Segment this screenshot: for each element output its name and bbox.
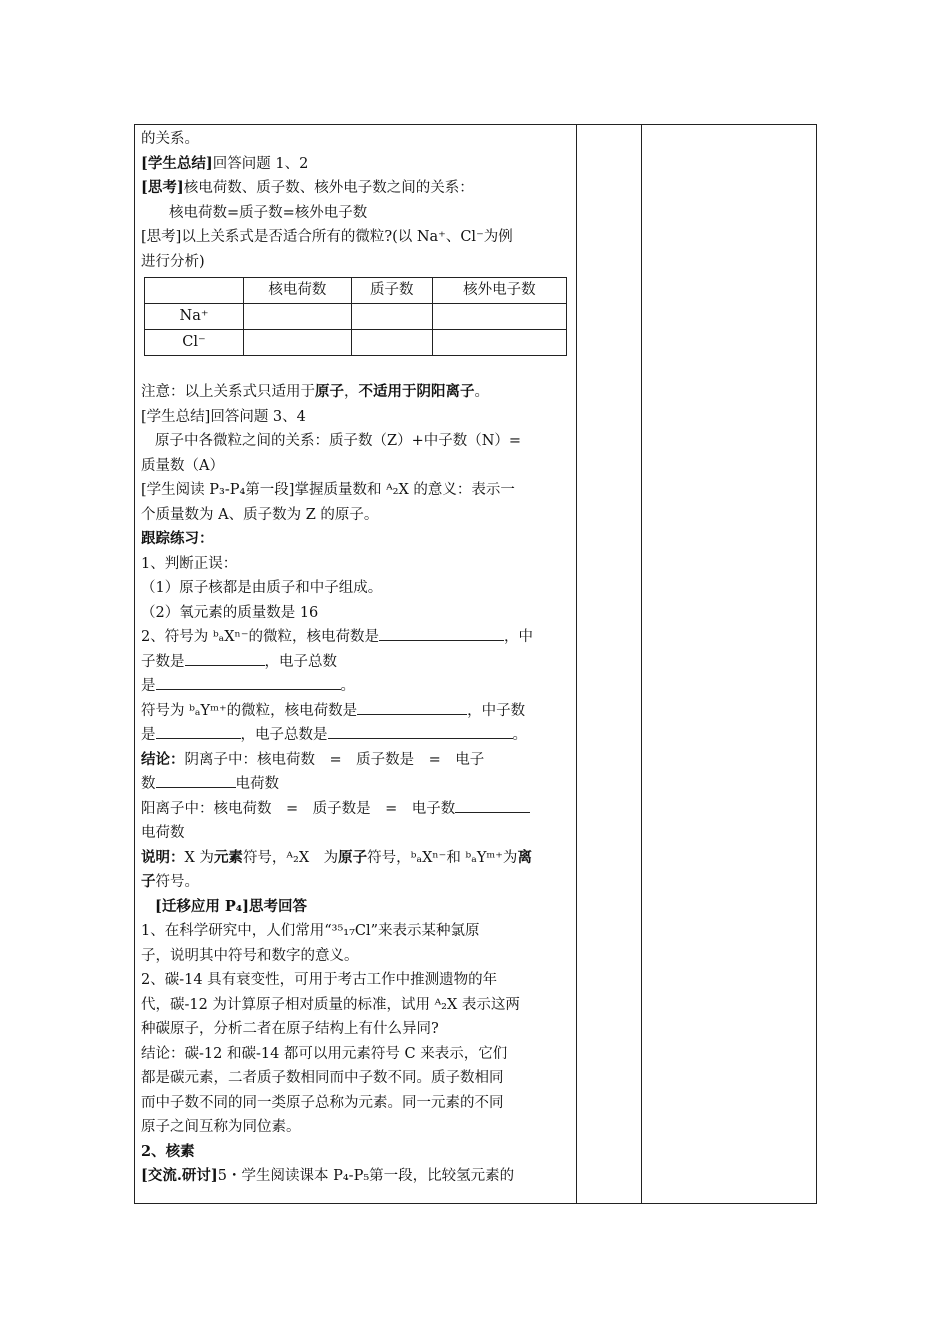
blank-line bbox=[156, 724, 241, 739]
bold-text: 不适用于阴阳离子 bbox=[358, 383, 475, 400]
text-span: 回答问题 1、2 bbox=[212, 155, 309, 172]
text-span: 电荷数 bbox=[235, 776, 279, 792]
text-span: 。 bbox=[512, 727, 527, 743]
column-divider-2 bbox=[641, 125, 642, 1203]
text-span: X 为 bbox=[184, 849, 214, 866]
text-span: 2、符号为 ᵇₐXⁿ⁻的微粒，核电荷数是 bbox=[141, 629, 379, 645]
text-line: 质量数（A） bbox=[141, 457, 224, 474]
table-cell bbox=[432, 304, 566, 330]
text-line: 而中子数不同的同一类原子总称为元素。同一元素的不同 bbox=[141, 1094, 504, 1111]
text-line bbox=[141, 176, 573, 201]
text-line: 种碳原子，分析二者在原子结构上有什么异同? bbox=[141, 1021, 439, 1037]
text-line bbox=[141, 870, 573, 895]
table-cell bbox=[432, 330, 566, 356]
tag-label: [学生总结] bbox=[141, 154, 213, 172]
text-line: 原子之间互称为同位素。 bbox=[141, 1119, 301, 1135]
text-span: 。 bbox=[340, 678, 355, 694]
blank-line bbox=[379, 626, 504, 641]
text-line bbox=[141, 699, 573, 724]
conclusion-line bbox=[141, 748, 573, 773]
table-header-cell: 核外电子数 bbox=[432, 278, 566, 304]
blank-line bbox=[156, 773, 236, 788]
text-span: 符号为 ᵇₐYᵐ⁺的微粒，核电荷数是 bbox=[141, 702, 358, 719]
spacer bbox=[141, 356, 573, 380]
blank-line bbox=[455, 798, 530, 813]
text-line: 子，说明其中符号和数字的意义。 bbox=[141, 947, 359, 964]
text-span: 数 bbox=[141, 776, 156, 792]
text-line bbox=[141, 650, 573, 675]
column-divider-1 bbox=[576, 125, 577, 1203]
table-header-row bbox=[145, 278, 567, 304]
text-line bbox=[141, 625, 573, 650]
practice-heading: 跟踪练习： bbox=[141, 530, 214, 547]
row-label-cl: Cl⁻ bbox=[145, 330, 244, 356]
formula-line: 核电荷数=质子数=核外电子数 bbox=[169, 204, 368, 221]
text-line: 1、在科学研究中，人们常用“³⁵₁₇Cl”来表示某种氯原 bbox=[141, 923, 480, 939]
bold-text: 元素 bbox=[213, 848, 243, 866]
text-span: 5・学生阅读课本 P₄-P₅第一段，比较氢元素的 bbox=[217, 1168, 515, 1184]
note-line bbox=[141, 380, 573, 405]
lesson-table bbox=[134, 124, 817, 1204]
text-span: 是 bbox=[141, 678, 156, 694]
text-span: 注意：以上关系式只适用于 bbox=[141, 384, 315, 400]
conclusion-label: 结论： bbox=[141, 750, 185, 768]
tag-label: [思考] bbox=[141, 179, 184, 196]
text-span: 阳离子中：核电荷数 = 质子数是 = 电子数 bbox=[141, 800, 456, 817]
text-span: 符号。 bbox=[155, 874, 199, 890]
table-row bbox=[145, 330, 567, 356]
table-cell bbox=[351, 304, 432, 330]
text-line bbox=[141, 723, 573, 748]
text-line: [学生总结]回答问题 3、4 bbox=[141, 408, 306, 425]
text-line: 结论：碳-12 和碳-14 都可以用元素符号 C 来表示，它们 bbox=[141, 1045, 508, 1062]
text-span: ，中 bbox=[503, 629, 533, 645]
text-span: 。 bbox=[474, 384, 489, 400]
explain-label: 说明： bbox=[141, 848, 185, 866]
text-span: 阴离子中：核电荷数 = 质子数是 = 电子 bbox=[184, 751, 485, 768]
text-span: ，电子总数是 bbox=[240, 727, 328, 743]
text-span: ， bbox=[344, 384, 359, 400]
text-line bbox=[141, 797, 573, 822]
text-line: 原子中各微粒之间的关系：质子数（Z）+中子数（N）= bbox=[155, 433, 522, 449]
text-line bbox=[141, 772, 573, 797]
bold-text: 原子 bbox=[315, 383, 344, 400]
text-line: [思考]以上关系式是否适合所有的微粒?(以 Na⁺、Cl⁻为例 bbox=[141, 229, 513, 245]
transfer-heading: [迁移应用 P₄]思考回答 bbox=[155, 897, 308, 915]
text-line: [学生阅读 P₃-P₄第一段]掌握质量数和 ᴬ₂X 的意义：表示一 bbox=[141, 482, 515, 498]
table-header-cell bbox=[145, 278, 244, 304]
content-column bbox=[141, 127, 573, 1189]
blank-line bbox=[156, 675, 341, 690]
text-line: 电荷数 bbox=[141, 825, 185, 841]
explain-line bbox=[141, 846, 573, 871]
table-cell bbox=[244, 304, 352, 330]
section-heading: 2、核素 bbox=[141, 1142, 195, 1160]
text-span: 是 bbox=[141, 727, 156, 743]
text-line: 进行分析) bbox=[141, 253, 205, 270]
bold-text: 子 bbox=[141, 873, 156, 890]
text-line: 1、判断正误： bbox=[141, 555, 238, 572]
text-line: 都是碳元素，二者质子数相同而中子数不同。质子数相同 bbox=[141, 1070, 504, 1086]
text-span: 符号，ᵇₐXⁿ⁻和 ᵇₐYᵐ⁺为 bbox=[367, 849, 518, 866]
text-line bbox=[141, 152, 573, 177]
table-header-cell: 核电荷数 bbox=[244, 278, 352, 304]
text-span: 核电荷数、质子数、核外电子数之间的关系： bbox=[183, 180, 474, 196]
table-header-cell: 质子数 bbox=[351, 278, 432, 304]
text-line: 代，碳-12 为计算原子相对质量的标准，试用 ᴬ₂X 表示这两 bbox=[141, 996, 520, 1013]
text-span: 符号，ᴬ₂X 为 bbox=[242, 849, 339, 866]
ion-table bbox=[144, 277, 567, 356]
text-line: （2）氧元素的质量数是 16 bbox=[141, 604, 319, 621]
text-span: ，中子数 bbox=[467, 702, 526, 719]
text-line: 个质量数为 A、质子数为 Z 的原子。 bbox=[141, 506, 379, 523]
table-cell bbox=[244, 330, 352, 356]
blank-line bbox=[185, 651, 265, 666]
text-line: 2、碳-14 具有衰变性，可用于考古工作中推测遗物的年 bbox=[141, 972, 498, 988]
text-line: （1）原子核都是由质子和中子组成。 bbox=[141, 580, 383, 596]
text-line bbox=[141, 1164, 573, 1189]
table-cell bbox=[351, 330, 432, 356]
table-row bbox=[145, 304, 567, 330]
blank-line bbox=[328, 724, 513, 739]
blank-line bbox=[357, 700, 467, 715]
bold-text: 离 bbox=[517, 848, 532, 866]
text-span: 子数是 bbox=[141, 653, 185, 670]
text-line: 的关系。 bbox=[141, 131, 199, 147]
text-span: ，电子总数 bbox=[264, 653, 337, 670]
tag-label: [交流.研讨] bbox=[141, 1167, 218, 1184]
row-label-na: Na⁺ bbox=[145, 304, 244, 330]
bold-text: 原子 bbox=[338, 848, 368, 866]
text-line bbox=[141, 674, 573, 699]
